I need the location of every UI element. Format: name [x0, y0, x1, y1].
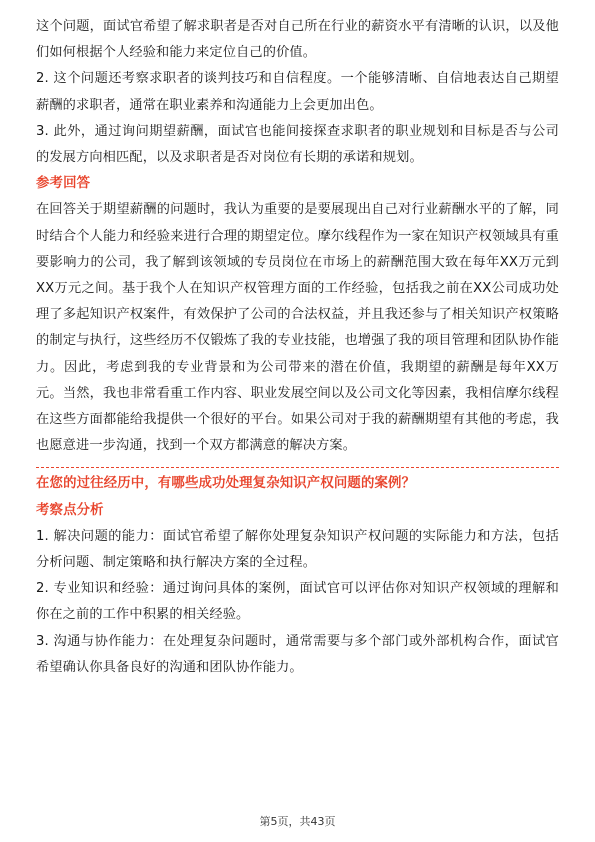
question-analysis-point-1: 1. 解决问题的能力：面试官希望了解你处理复杂知识产权问题的实际能力和方法，包括分析问题、制定策略和执行解决方案的全过程。	[36, 528, 559, 571]
question-analysis-point-3: 3. 沟通与协作能力：在处理复杂问题时，通常需要与多个部门或外部机构合作，面试官希望确认你具备良好的沟通和团队协作能力。	[36, 633, 559, 675]
page-number: 第5页，共43页	[259, 815, 336, 828]
question-analysis-point-2: 2. 专业知识和经验：通过询问具体的案例，面试官可以评估你对知识产权领域的理解和你在之前的工作中积累的相关经验。	[36, 581, 559, 623]
analysis-point-1-continued: 这个问题，面试官希望了解求职者是否对自己所在行业的薪资水平有清晰的认识，以及他们如何根据个人经验和能力来定位自己的价值。	[36, 19, 559, 61]
section-divider	[36, 467, 559, 468]
analysis-heading: 考察点分析	[36, 502, 104, 518]
reference-answer-heading: 参考回答	[36, 176, 91, 192]
reference-answer-body: 在回答关于期望薪酬的问题时，我认为重要的是要展现出自己对行业薪酬水平的了解，同时结合个人能力和经验来进行合理的期望定位。摩尔线程作为一家在知识产权领域具有重要影响力的公司，我了解到该领域的专员岗位在市场上的薪酬范围大致在每年XX万元到XX万元之间。基于我个人在知识产权管理方面的工作经验，包括我之前在XX公司成功处理了多起知识产权案件，有效保护了公司的合法权益，并且我还参与了相关知识产权策略的制定与执行，这些经历不仅锻炼了我的专业技能，也增强了我的项目管理和团队协作能力。因此，考虑到我的专业背景和为公司带来的潜在价值，我期望的薪酬是每年XX万元。当然，我也非常看重工作内容、职业发展空间以及公司文化等因素，我相信摩尔线程在这些方面都能给我提供一个很好的平台。如果公司对于我的薪酬期望有其他的考虑，我也愿意进一步沟通，找到一个双方都满意的解决方案。	[36, 202, 559, 454]
document-page	[36, 14, 559, 681]
interview-question: 在您的过往经历中，有哪些成功处理复杂知识产权问题的案例？	[36, 476, 416, 492]
analysis-point-3: 3. 此外，通过询问期望薪酬，面试官也能间接探查求职者的职业规划和目标是否与公司的发展方向相匹配，以及求职者是否对岗位有长期的承诺和规划。	[36, 123, 559, 166]
analysis-point-2: 2. 这个问题还考察求职者的谈判技巧和自信程度。一个能够清晰、自信地表达自己期望薪酬的求职者，通常在职业素养和沟通能力上会更加出色。	[36, 71, 559, 113]
